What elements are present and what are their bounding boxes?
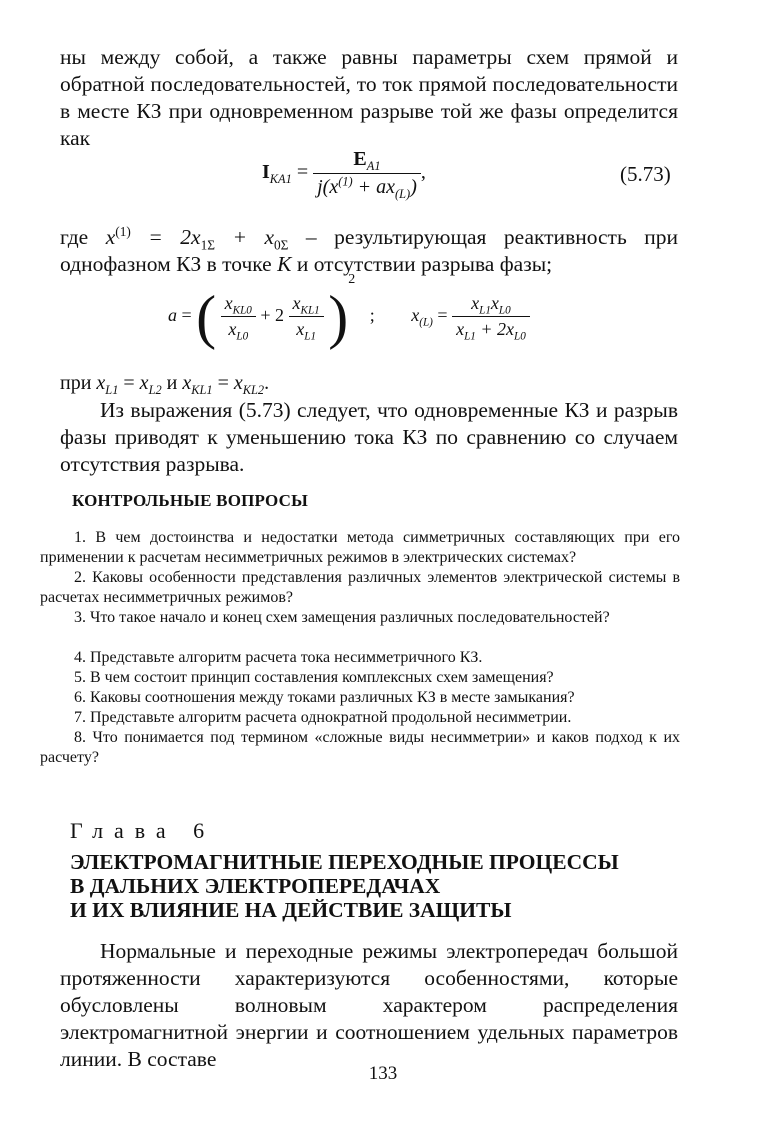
eqa-semicolon: ;	[369, 305, 375, 325]
equation-number: (5.73)	[620, 162, 671, 186]
eq-lhs: I	[262, 161, 270, 184]
questions-heading: КОНТРОЛЬНЫЕ ВОПРОСЫ	[72, 491, 309, 510]
cond-s2: L2	[148, 383, 162, 397]
eqa-eq: =	[181, 305, 192, 325]
eq-comma: ,	[420, 161, 426, 184]
cond-x4: x	[233, 372, 243, 394]
chapter-title	[70, 850, 700, 922]
paragraph-condition	[60, 370, 678, 397]
cond-eq2: =	[212, 372, 234, 394]
eq-num-sub: A1	[366, 159, 381, 173]
eqa-plus2: + 2	[260, 305, 285, 325]
eq-den-sup: (1)	[338, 174, 353, 189]
eqa-f1-num-x: x	[224, 293, 233, 314]
eqa-f3-den-plus: + 2x	[475, 319, 514, 340]
eqa-f3-num-b: x	[490, 293, 499, 314]
chapter-label: Глава 6	[70, 818, 216, 843]
question-item: 4. Представьте алгоритм расчета тока несимметричного КЗ.	[74, 649, 483, 666]
eqa-frac3	[452, 293, 530, 343]
eq-den-close: )	[410, 176, 417, 198]
where-k: K	[277, 252, 292, 276]
equation-a	[168, 272, 530, 350]
page-number: 133	[368, 1063, 398, 1084]
cond-x2: x	[139, 372, 149, 394]
eqa-f3-den-a: x	[456, 319, 465, 340]
where-e: и отсутствии разрыва фазы;	[291, 252, 553, 276]
where-sub0: 0Σ	[274, 237, 289, 253]
eq-num-e: E	[353, 148, 367, 170]
eqa-eq2: =	[437, 305, 448, 325]
question-item: 8. Что понимается под термином «сложные виды несимметрии» и каков подход к их расчету?	[40, 729, 680, 766]
eqa-frac1	[221, 293, 256, 343]
where-b: = 2x	[130, 225, 201, 249]
question-item: 7. Представьте алгоритм расчета однократной продольной несимметрии.	[74, 709, 572, 726]
cond-x1: x	[96, 372, 106, 394]
eqa-f3-den	[452, 317, 530, 343]
cond-eq1: =	[118, 372, 140, 394]
where-c: + x	[215, 225, 275, 249]
question-item: 6. Каковы соотношения между токами различных КЗ в месте замыкания?	[74, 689, 575, 706]
where-a: где	[60, 225, 106, 249]
eq-den-sub: (L)	[395, 187, 411, 201]
eqa-f1-den-x: x	[228, 319, 237, 340]
eqa-f2-num	[289, 293, 324, 317]
eqa-f3-den-a-sub: L1	[464, 330, 476, 343]
eqa-f1-den-sub: L0	[236, 330, 249, 343]
eqa-frac2	[289, 293, 324, 343]
question-item: 1. В чем достоинства и недостатки метода симметричных составляющих при его применении к расчетам несимметричных режимов в электрических системах?	[40, 529, 680, 566]
eqa-f3-num-a: x	[471, 293, 480, 314]
question-item: 2. Каковы особенности представления различных элементов электрической системы в расчетах несимметричных режимов?	[40, 569, 680, 606]
eqa-right-paren: )	[328, 283, 349, 350]
eqa-f2-den	[289, 317, 324, 343]
where-sup: (1)	[115, 223, 131, 239]
eqa-f2-num-x: x	[292, 293, 301, 314]
question-item: 5. В чем состоит принцип составления комплексных схем замещения?	[74, 669, 554, 686]
eqa-xl: x	[411, 305, 420, 325]
where-d: – результирующая реактивность при однофазном КЗ в точке	[60, 225, 678, 276]
where-x: x	[105, 225, 116, 249]
eqa-left-paren: (	[196, 283, 217, 350]
eq-numerator	[313, 148, 421, 174]
chapter-title-line: ЭЛЕКТРОМАГНИТНЫЕ ПЕРЕХОДНЫЕ ПРОЦЕССЫ	[70, 850, 619, 874]
eqa-f2-den-x: x	[296, 319, 305, 340]
question-item: 3. Что такое начало и конец схем замещения различных последовательностей?	[74, 609, 610, 626]
cond-dot: .	[264, 372, 270, 394]
cond-s1: L1	[105, 383, 119, 397]
eqa-f1-num-sub: KL0	[232, 304, 252, 317]
eqa-f1-num	[221, 293, 256, 317]
paragraph-chapter-intro: Нормальные и переходные режимы электропередач большой протяженности характеризуются особенностями, которые обусловлены волновым характером распределения электромагнитной энергии и соотношением удельных параметров линии. В составе	[60, 939, 678, 1071]
eq-den-j: j(x	[317, 176, 339, 198]
eqa-f2-num-sub: KL1	[300, 304, 320, 317]
eq-denominator	[313, 174, 421, 199]
cond-and: и	[161, 372, 183, 394]
chapter-title-line: И ИХ ВЛИЯНИЕ НА ДЕЙСТВИЕ ЗАЩИТЫ	[70, 898, 512, 922]
eq-fraction	[313, 148, 421, 199]
equation-5-73	[262, 148, 426, 199]
eqa-f3-num-b-sub: L0	[498, 304, 511, 317]
cond-pri: при	[60, 372, 97, 394]
cond-x3: x	[182, 372, 192, 394]
cond-s3: KL1	[191, 383, 213, 397]
eq-equals: =	[296, 161, 309, 184]
where-sub1: 1Σ	[200, 237, 215, 253]
chapter-title-line: В ДАЛЬНИХ ЭЛЕКТРОПЕРЕДАЧАХ	[70, 874, 441, 898]
cond-s4: KL2	[242, 383, 265, 397]
eqa-f1-den	[221, 317, 256, 343]
eq-den-plus: + ax	[352, 176, 396, 198]
eqa-f3-num	[452, 293, 530, 317]
eqa-f3-den-b-sub: L0	[514, 330, 526, 343]
paragraph-intro: ны между собой, а также равны параметры схем прямой и обратной последовательностей, то ток прямой последовательности в месте КЗ при одновременном разрыве той же фазы определится как	[60, 45, 678, 150]
eqa-f3-num-a-sub: L1	[479, 304, 491, 317]
eqa-xl-sub: (L)	[419, 316, 433, 329]
eqa-f2-den-sub: L1	[304, 330, 317, 343]
eqa-a: a	[168, 305, 177, 325]
paragraph-where	[60, 224, 678, 278]
paragraph-conclusion: Из выражения (5.73) следует, что одновременные КЗ и разрыв фазы приводят к уменьшению тока КЗ по сравнению со случаем отсутствия разрыва.	[60, 398, 678, 476]
eq-lhs-sub: KA1	[269, 172, 292, 187]
eqa-square: 2	[348, 272, 356, 287]
